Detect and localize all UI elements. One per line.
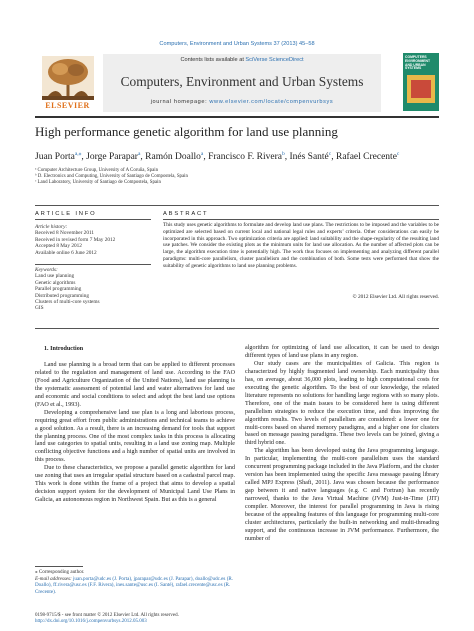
keywords-rule bbox=[35, 264, 151, 265]
author-name: Inés Santé bbox=[289, 152, 329, 163]
header-rule bbox=[35, 116, 439, 118]
sciencedirect-link[interactable]: SciVerse ScienceDirect bbox=[245, 57, 304, 63]
author-separator: , bbox=[203, 152, 209, 163]
doi-link[interactable]: http://dx.doi.org/10.1016/j.compenvurbsys.2012.05.003 bbox=[35, 619, 147, 625]
author-affiliation-marker[interactable]: c bbox=[328, 151, 332, 157]
author-name: Jorge Parapar bbox=[86, 152, 138, 163]
author-affiliation-marker[interactable]: a bbox=[137, 151, 141, 157]
author-name: Rafael Crecente bbox=[335, 152, 397, 163]
journal-banner bbox=[103, 54, 381, 112]
email-addresses bbox=[35, 576, 235, 596]
contents-prefix: Contents lists available at bbox=[180, 57, 246, 63]
email-label: E-mail addresses: bbox=[35, 575, 74, 582]
history-revised: Received in revised form 7 May 2012 bbox=[35, 236, 116, 243]
paragraph: Land use planning is a broad term that can be applied to different processes related to the regulation and management of land use. According to the FAO (Food and Agriculture Organization of the United Nations), land use planning is the systematic assessment of potential land and water alternatives for land use and economic and social conditions to select and adopt the best land use options (FAO et al., 1993). bbox=[35, 361, 235, 408]
history-accepted: Accepted 8 May 2012 bbox=[35, 243, 82, 250]
author-name: Francisco F. Rivera bbox=[208, 152, 282, 163]
section-heading-introduction: 1. Introduction bbox=[44, 346, 84, 352]
elsevier-tree-icon bbox=[42, 56, 94, 100]
author-separator: , bbox=[284, 152, 290, 163]
section-rule bbox=[35, 205, 439, 206]
keyword: Parallel programming bbox=[35, 286, 82, 293]
paragraph: Our study cases are the municipalities of Galicia. This region is characterized by highly fragmented land ownership. Each municipality thus has, on average, about 36,000 plots, leading to high computational costs for executing the genetic algorithm. To the best of our knowledge, the related literature represents no solutions for handling large regions with so many plots. Therefore, one of the main issues to be considered here is using different parallelism strategies to reduce the execution time, and thus improving the algorithm results. Two levels of parallelism are considered: a lower one for multi-cores based on shared memory paradigms, and a higher one for clusters based on message passing paradigms. These two levels can be joined, giving a third hybrid one. bbox=[245, 360, 439, 447]
affiliation-a: ᵃ Computer Architecture Group, University of A Coruña, Spain bbox=[35, 168, 159, 173]
paragraph: Due to these characteristics, we propose a parallel genetic algorithm for land use zoning that uses an irregular spatial structure based on a cadastral parcel map. This work is done within the frame of a project that aims to develop a spatial decision support system for the development of Municipal Land Use Plans in Galicia, an autonomous region in Northwest Spain. But as this is a general bbox=[35, 465, 235, 504]
journal-citation[interactable]: Computers, Environment and Urban Systems 37 (2013) 45–58 bbox=[159, 41, 315, 47]
author-separator: , bbox=[140, 152, 146, 163]
abstract-copyright: © 2012 Elsevier Ltd. All rights reserved. bbox=[352, 294, 439, 300]
article-identifiers bbox=[35, 613, 235, 626]
author-affiliation-marker[interactable]: b bbox=[281, 151, 285, 157]
article-history bbox=[35, 224, 151, 256]
homepage-link[interactable]: www.elsevier.com/locate/compenvurbsys bbox=[209, 99, 334, 105]
history-online: Available online 6 June 2012 bbox=[35, 249, 97, 256]
affiliation-c: ᶜ Land Laboratory, University of Santiago de Compostela, Spain bbox=[35, 180, 161, 186]
affiliation-b: ᵇ D. Electronics and Computing, University of Santiago de Compostela, Spain bbox=[35, 174, 188, 180]
history-received: Received 8 November 2011 bbox=[35, 230, 95, 237]
body-column-right bbox=[245, 345, 439, 544]
homepage-line bbox=[103, 99, 381, 105]
article-title: High performance genetic algorithm for land use planning bbox=[35, 124, 338, 139]
elsevier-logo[interactable] bbox=[35, 53, 100, 113]
homepage-prefix: journal homepage: bbox=[150, 99, 210, 105]
paragraph: algorithm for optimizing of land use allocation, it can be used to design different types of land use plans in any region. bbox=[245, 345, 439, 359]
body-rule bbox=[35, 328, 439, 329]
keyword: Genetic algorithms bbox=[35, 279, 76, 286]
journal-title: Computers, Environment and Urban Systems bbox=[120, 74, 364, 89]
corresponding-author-note: ⁎ Corresponding author. bbox=[35, 569, 85, 575]
body-column-left bbox=[35, 346, 235, 505]
abstract-heading: ABSTRACT bbox=[163, 211, 209, 217]
abstract-text: This study uses genetic algorithms to formulate and develop land use plans. The restrictions to be imposed and the variables to be optimized are selected based on current local and national legal rules and experts’ criteria. Other considerations can easily be incorporated in this approach. Two optimization criteria are applied: land suitability and the shape-regularity of the resulting land use patches. We consider the existing plots as the minimum units for land use allocation. As the number of affected plots can be large, the algorithm execution time is potentially high. The work thus focuses on implementing and analyzing different parallel paradigms: multi-core parallelism, cluster parallelism and the combination of both. Some tests were performed that show the suitability of genetic algorithms to land use planning problems. bbox=[163, 222, 439, 269]
email-links[interactable]: juan.porta@udc.es (J. Porta), jparapar@udc.es (J. Parapar), doallo@udc.es (R. Doallo), ff.rivera@usc.es (F.F. Rivera), ines.sante@usc.es (I. Santé), rafael.crecente@usc.es (R. Crecente). bbox=[35, 575, 234, 595]
author-name: Ramón Doallo bbox=[145, 152, 201, 163]
article-info-heading: ARTICLE INFO bbox=[35, 211, 97, 217]
keywords bbox=[35, 267, 151, 312]
article-info-rule bbox=[35, 219, 151, 220]
keyword: Distributed programming bbox=[35, 292, 89, 299]
cover-image-inner bbox=[411, 80, 431, 98]
author-separator: , bbox=[331, 152, 336, 163]
journal-header bbox=[35, 51, 439, 115]
keyword: Clusters of multi-core systems bbox=[35, 299, 100, 306]
footnotes bbox=[35, 569, 235, 595]
author-affiliation-marker[interactable]: a,⁎ bbox=[74, 151, 82, 157]
affiliations bbox=[35, 168, 439, 187]
keyword: GIS bbox=[35, 305, 44, 312]
author-separator: , bbox=[81, 152, 87, 163]
paragraph: Developing a comprehensive land use plan is a long and laborious process, requiring great effort from public administrations and technical teams to achieve a good solution. As a result, there is an increasing demand for tools that support the planning process. One of the most complex tasks in this process is allocating land use categories to spatial units, resulting in a land use zoning map. Multiple conflicting objective functions and a high number of spatial units are involved in this process. bbox=[35, 409, 235, 464]
journal-cover-thumbnail[interactable] bbox=[403, 53, 439, 111]
author-name: Juan Porta bbox=[35, 152, 75, 163]
publisher-name: ELSEVIER bbox=[45, 101, 90, 110]
issn-line: 0198-9715/$ - see front matter © 2012 Elsevier Ltd. All rights reserved. bbox=[35, 613, 179, 618]
contents-line bbox=[103, 57, 381, 63]
abstract-rule bbox=[163, 219, 439, 220]
footnote-rule bbox=[35, 566, 83, 567]
paragraph: The algorithm has been developed using the Java programming language. In particular, implementing the multi-core parallelism uses the standard concurrent programming package included in the Java Platform, and the cluster version has been implemented using the specific Java message passing library called MPJ Express (Shafi, 2011). Java was chosen because the performance gap between it and native languages (e.g. C and Fortran) has recently narrowed, thanks to the Java Virtual Machine (JVM) Just-in-Time (JIT) compiler. Moreover, the interest for parallel programming in Java is rising because of the appealing features of this language for programming multi-core cluster architectures, particularly the built-in networking and multi-threading support, and the continuous increase in JVM performance. Furthermore, the number of bbox=[245, 448, 439, 542]
author-list bbox=[35, 151, 439, 162]
author-affiliation-marker[interactable]: c bbox=[396, 151, 400, 157]
keyword: Land use planning bbox=[35, 273, 75, 280]
history-label: Article history: bbox=[35, 224, 68, 230]
keywords-label: Keywords: bbox=[35, 267, 58, 273]
cover-title: COMPUTERS ENVIRONMENT AND URBAN SYSTEMS bbox=[405, 55, 431, 71]
author-affiliation-marker[interactable]: a bbox=[200, 151, 204, 157]
